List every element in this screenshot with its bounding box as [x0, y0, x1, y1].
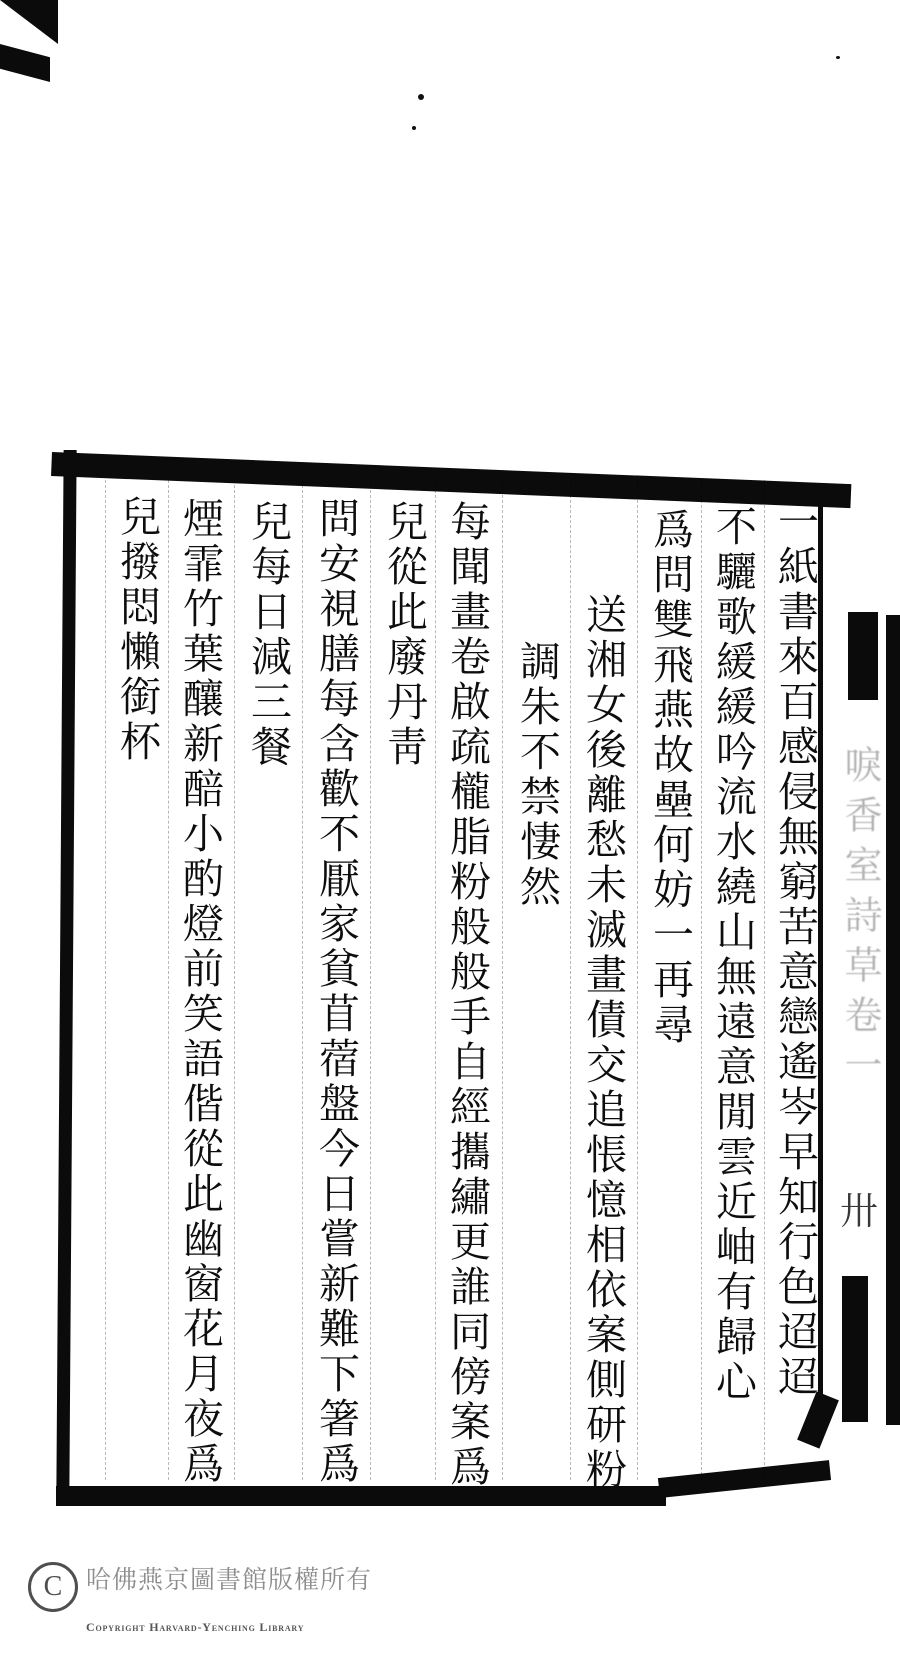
- scan-speck: [412, 126, 416, 130]
- frame-bottom-border-skew: [658, 1460, 831, 1498]
- library-stamp-english: Copyright Harvard-Yenching Library: [86, 1620, 305, 1634]
- poem-column-9: 兒每日減三餐: [244, 500, 292, 770]
- preface-column-5: 調朱不禁悽然: [513, 640, 561, 910]
- column-rule: [234, 480, 235, 1480]
- column-rule: [570, 480, 571, 1480]
- copyright-symbol-icon: [28, 1562, 78, 1612]
- column-rule: [302, 480, 303, 1480]
- column-rule: [435, 480, 436, 1480]
- poem-column-6: 每聞畫卷啟疏櫳脂粉般般手自經攜繡更誰同傍案爲: [443, 500, 491, 1490]
- poem-column-7: 兒從此廢丹靑: [380, 500, 428, 770]
- poem-column-2: 不驪歌緩緩吟流水繞山無遠意閒雲近岫有歸心: [709, 505, 757, 1405]
- scan-speck: [418, 94, 424, 100]
- poem-column-8: 問安視膳每含歡不厭家貧苜蓿盤今日嘗新難下箸爲: [312, 497, 360, 1487]
- fishtail-wedge-lower-icon: [0, 44, 50, 82]
- gutter-shadow-bar: [886, 615, 900, 1425]
- poem-column-3: 爲問雙飛燕故壘何妨一再尋: [646, 508, 694, 1048]
- frame-left-border: [56, 450, 76, 1490]
- library-stamp-chinese: 哈佛燕京圖書館版權所有: [86, 1565, 373, 1594]
- column-rule: [168, 480, 169, 1480]
- scan-speck: [836, 56, 840, 59]
- column-rule: [502, 480, 503, 1480]
- fishtail-wedge-upper-icon: [0, 0, 58, 44]
- poem-column-11: 兒撥悶懶銜杯: [113, 495, 161, 765]
- banxin-book-title: 唳香室詩草卷一: [838, 745, 882, 1095]
- column-rule: [105, 480, 106, 1480]
- fishtail-mark-upper: [848, 612, 878, 700]
- column-rule: [701, 480, 702, 1480]
- copyright-symbol-letter: C: [43, 1571, 63, 1602]
- column-rule: [637, 480, 638, 1480]
- preface-column-4: 送湘女後離愁未滅畫債交追悵憶相依案側研粉: [579, 593, 627, 1493]
- banxin-page-number: 卅: [840, 1189, 879, 1233]
- column-rule: [370, 480, 371, 1480]
- poem-column-10: 煙霏竹葉釀新醅小酌燈前笑語偕從此幽窗花月夜爲: [176, 497, 224, 1487]
- fishtail-mark-lower: [842, 1276, 868, 1422]
- poem-column-1: 一紙書來百感侵無窮苦意戀遙岑早知行色迢迢: [771, 500, 819, 1400]
